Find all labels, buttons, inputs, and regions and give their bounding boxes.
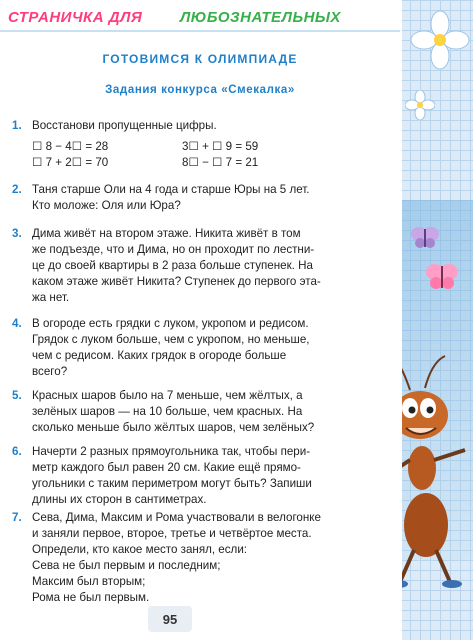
header-label-part2: ЛЮБОЗНАТЕЛЬНЫХ [180,9,341,26]
butterfly-icon [410,225,440,250]
task-line: Сева, Дима, Максим и Рома участвовали в велогонке [32,511,321,524]
task-7 [12,510,372,606]
task-6 [12,444,372,508]
task-line: Грядок с луком больше, чем с укропом, но меньше, [32,333,310,346]
equation: 8☐ − ☐ 7 = 21 [182,156,259,169]
equation: ☐ 7 + 2☐ = 70 [32,156,109,169]
task-number: 7. [12,511,22,524]
task-number: 1. [12,119,22,132]
page-number: 95 [162,612,178,627]
task-line: каком этаже живёт Никита? Ступенек до первого эта- [32,275,321,288]
task-line: Красных шаров было на 7 меньше, чем жёлтых, а [32,389,303,402]
task-4 [12,316,372,380]
butterfly-icon [425,262,459,292]
small-flower-icon [405,90,435,120]
task-line: Рома не был первым. [32,591,150,604]
task-line: метр каждого был равен 20 см. Какие ещё прямо- [32,461,301,474]
task-line: сколько меньше было жёлтых шаров, чем зелёных? [32,421,315,434]
task-number: 5. [12,389,22,402]
task-line: Кто моложе: Оля или Юра? [32,199,181,212]
task-line: Начерти 2 разных прямоугольника так, чтобы пери- [32,445,311,458]
task-number: 6. [12,445,22,458]
task-number: 2. [12,183,22,196]
task-text: Восстанови пропущенные цифры. [32,119,217,132]
equation: 3☐ + ☐ 9 = 59 [182,140,259,153]
task-line: же подъезде, что и Дима, но он проходит по лестни- [32,243,315,256]
flower-icon [410,10,470,80]
task-line: Максим был вторым; [32,575,146,588]
task-line: жа нет. [32,291,70,304]
page-title: ГОТОВИМСЯ К ОЛИМПИАДЕ [102,52,298,66]
task-line: угольники с таким периметром могут быть? Запиши [32,477,312,490]
task-line: всего? [32,365,68,378]
header-label-part1: СТРАНИЧКА ДЛЯ [8,9,143,26]
page-subtitle: Задания конкурса «Смекалка» [105,84,295,96]
task-line: чем с редисом. Каких грядок в огороде больше [32,349,287,362]
page-header-banner [0,3,400,33]
equation: ☐ 8 − 4☐ = 28 [32,140,109,153]
task-line: Дима живёт на втором этаже. Никита живёт в том [32,227,301,240]
task-line: Сева не был первым и последним; [32,559,221,572]
task-1 [12,118,372,134]
task-5 [12,388,372,436]
header-divider [0,30,400,32]
task-line: Определи, кто какое место занял, если: [32,543,248,556]
task-line: зелёных шаров — на 10 больше, чем красных. На [32,405,303,418]
task-line: длины их сторон в сантиметрах. [32,493,207,506]
task-line: и заняли первое, второе, третье и четвёртое места. [32,527,312,540]
task-number: 3. [12,227,22,240]
task-line: В огороде есть грядки с луком, укропом и редисом. [32,317,309,330]
task-2 [12,182,372,214]
task-number: 4. [12,317,22,330]
task-3 [12,226,372,306]
task-line: це до своей квартиры в 2 раза больше ступенек. На [32,259,313,272]
task-line: Таня старше Оли на 4 года и старше Юры на 5 лет. [32,183,310,196]
